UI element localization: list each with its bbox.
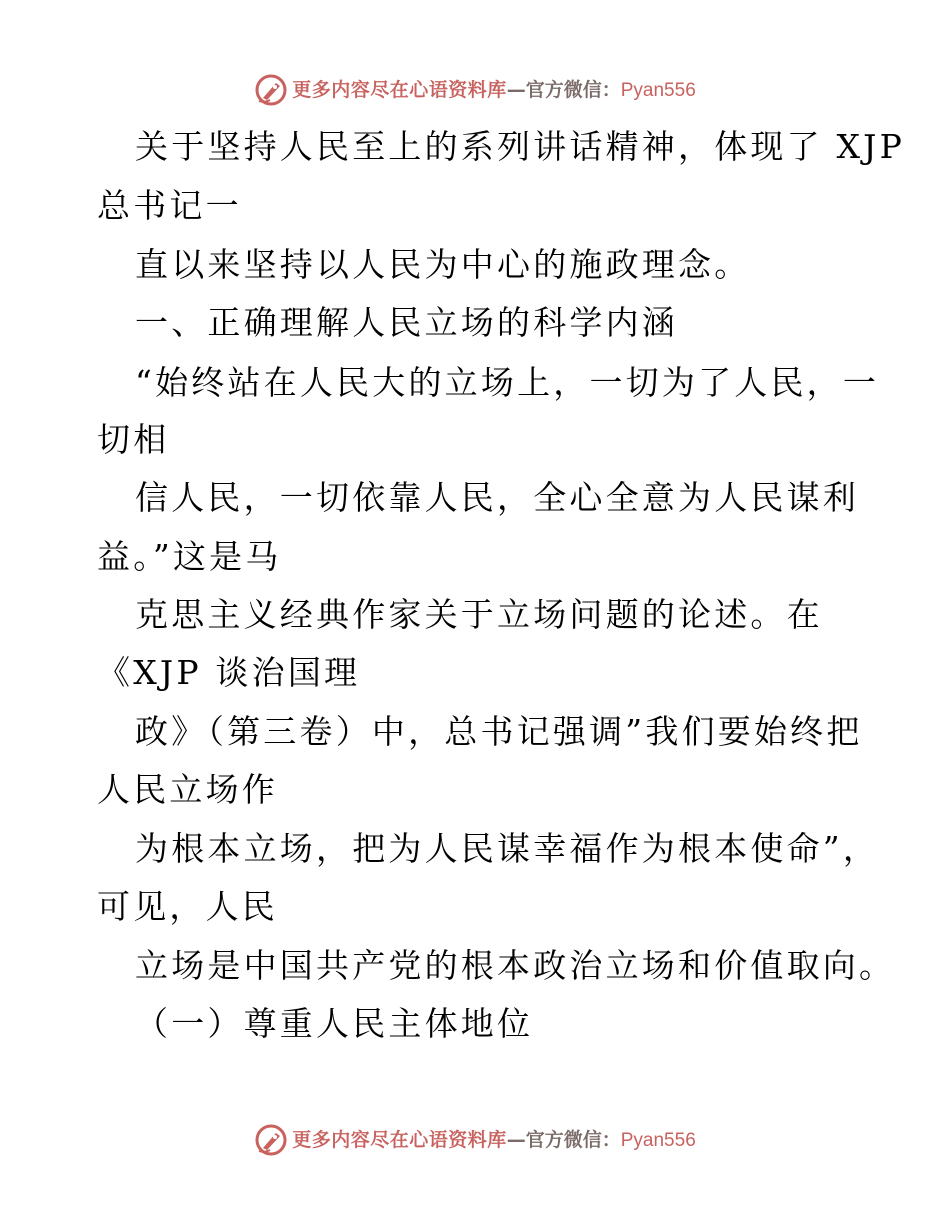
text-line: 信人民，一切依靠人民，全心全意为人民谋利: [135, 478, 859, 517]
text-line: 关于坚持人民至上的系列讲话精神，体现了 XJP: [135, 127, 906, 166]
pen-nib-seal-icon: [254, 73, 288, 107]
text-line: 为根本立场，把为人民谋幸福作为根本使命”，: [135, 829, 880, 868]
text-line: 直以来坚持以人民为中心的施政理念。: [135, 245, 751, 284]
section-heading: 一、正确理解人民立场的科学内涵: [135, 303, 678, 342]
watermark-footer: [0, 1120, 950, 1160]
watermark-handle: Pyan556: [620, 1129, 696, 1151]
text-line: 立场是中国共产党的根本政治立场和价值取向。: [135, 946, 896, 985]
text-line: “始终站在人民大的立场上，一切为了人民，一: [135, 363, 880, 402]
text-line: 《XJP 谈治国理: [97, 653, 361, 692]
text-line: 政》（第三卷）中，总书记强调”我们要始终把: [135, 712, 863, 751]
pen-nib-seal-icon: [254, 1123, 288, 1157]
watermark-header: [0, 70, 950, 110]
watermark-official-text: —官方微信：: [506, 78, 621, 101]
text-line: 人民立场作: [97, 770, 278, 809]
text-line: 总书记一: [97, 186, 242, 225]
watermark-main-text: 更多内容尽在心语资料库: [292, 1128, 507, 1151]
subsection-heading: （一）尊重人民主体地位: [135, 1004, 534, 1043]
watermark-main-text: 更多内容尽在心语资料库: [292, 78, 507, 101]
text-line: 克思主义经典作家关于立场问题的论述。在: [135, 595, 823, 634]
text-line: 可见，人民: [97, 887, 278, 926]
text-line: 切相: [97, 420, 170, 459]
watermark-handle: Pyan556: [620, 79, 696, 101]
text-line: 益。”这是马: [97, 537, 282, 576]
watermark-official-text: —官方微信：: [506, 1128, 621, 1151]
